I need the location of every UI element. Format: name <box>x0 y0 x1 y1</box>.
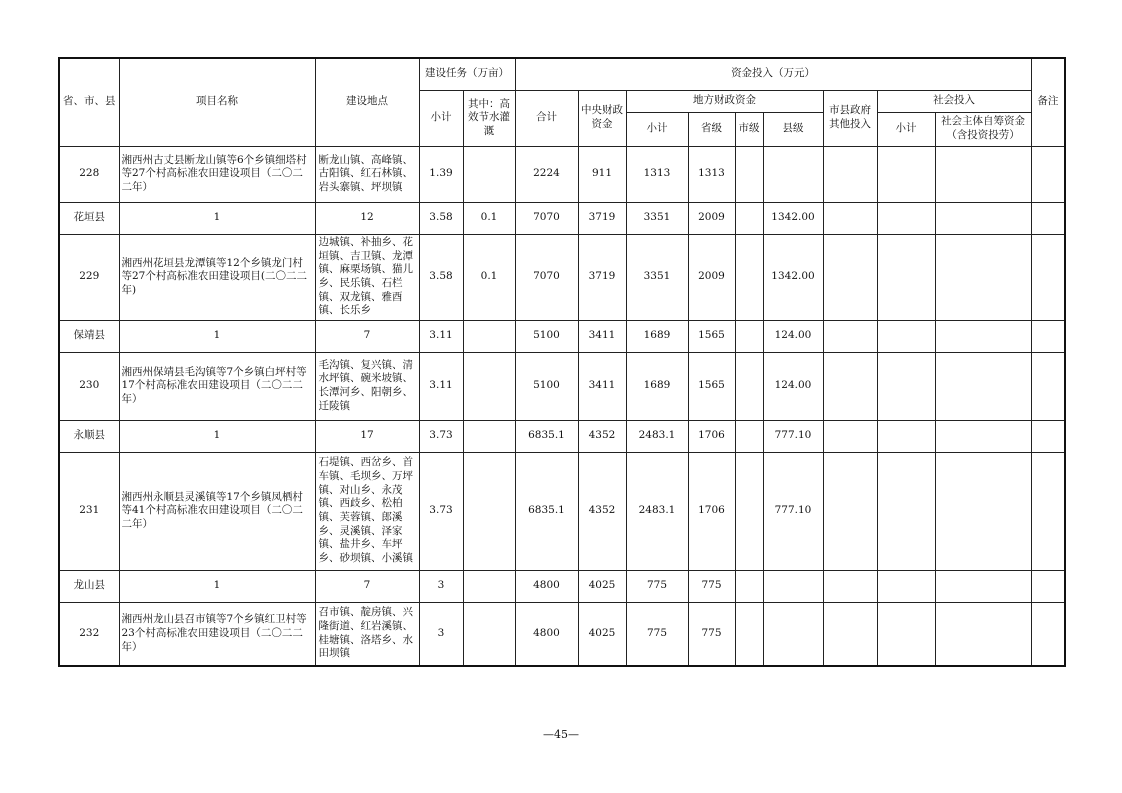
cell-project-name: 湘西州保靖县毛沟镇等7个乡镇白坪村等17个村高标准农田建设项目（二〇二二年） <box>119 352 315 420</box>
cell-location: 毛沟镇、复兴镇、清水坪镇、碗米坡镇、长潭河乡、阳朝乡、迁陵镇 <box>315 352 419 420</box>
cell-social-subtotal <box>877 570 935 602</box>
cell-county-level: 777.10 <box>763 420 823 452</box>
cell-total: 4800 <box>515 570 578 602</box>
cell-provincial: 1706 <box>688 420 735 452</box>
cell-social-subtotal <box>877 452 935 570</box>
cell-city-level <box>735 452 763 570</box>
cell-total: 6835.1 <box>515 420 578 452</box>
cell-city-level <box>735 352 763 420</box>
cell-county-level: 1342.00 <box>763 202 823 234</box>
cell-central-funds: 911 <box>578 146 626 202</box>
cell-task: 3.73 <box>419 452 463 570</box>
table-row <box>59 202 1065 234</box>
header-city-level: 市级 <box>735 112 763 146</box>
cell-social-self <box>935 352 1031 420</box>
cell-county-level <box>763 570 823 602</box>
table-header <box>59 58 1065 146</box>
cell-efficient-irrigation <box>463 352 515 420</box>
cell-gov-other <box>823 570 877 602</box>
cell-remarks <box>1031 602 1065 666</box>
header-location: 建设地点 <box>315 58 419 146</box>
cell-efficient-irrigation: 0.1 <box>463 202 515 234</box>
cell-local-subtotal: 2483.1 <box>626 420 688 452</box>
cell-city-level <box>735 234 763 320</box>
cell-region-or-no: 保靖县 <box>59 320 119 352</box>
cell-social-self <box>935 570 1031 602</box>
cell-region-or-no: 232 <box>59 602 119 666</box>
cell-social-subtotal <box>877 146 935 202</box>
cell-efficient-irrigation: 0.1 <box>463 234 515 320</box>
cell-social-subtotal <box>877 320 935 352</box>
cell-task: 3 <box>419 602 463 666</box>
cell-social-subtotal <box>877 234 935 320</box>
cell-efficient-irrigation <box>463 452 515 570</box>
cell-county-level: 124.00 <box>763 320 823 352</box>
cell-task: 3 <box>419 570 463 602</box>
cell-county-level: 1342.00 <box>763 234 823 320</box>
cell-location: 7 <box>315 320 419 352</box>
cell-gov-other <box>823 202 877 234</box>
cell-social-self <box>935 202 1031 234</box>
header-remarks: 备注 <box>1031 58 1065 146</box>
cell-remarks <box>1031 352 1065 420</box>
cell-gov-other <box>823 234 877 320</box>
cell-total: 6835.1 <box>515 452 578 570</box>
cell-project-name: 湘西州古丈县断龙山镇等6个乡镇细塔村等27个村高标准农田建设项目（二〇二二年） <box>119 146 315 202</box>
cell-local-subtotal: 1689 <box>626 320 688 352</box>
cell-social-self <box>935 234 1031 320</box>
header-local: 地方财政资金 <box>626 90 823 112</box>
cell-county-level: 777.10 <box>763 452 823 570</box>
table-row <box>59 602 1065 666</box>
table-row <box>59 570 1065 602</box>
budget-table-sheet <box>58 57 1064 667</box>
cell-efficient-irrigation <box>463 570 515 602</box>
cell-social-subtotal <box>877 352 935 420</box>
cell-central-funds: 3411 <box>578 320 626 352</box>
header-region: 省、市、县 <box>59 58 119 146</box>
cell-location: 召市镇、靛房镇、兴隆街道、红岩溪镇、桂塘镇、洛塔乡、水田坝镇 <box>315 602 419 666</box>
header-social-self: 社会主体自筹资金（含投资投劳） <box>935 112 1031 146</box>
cell-city-level <box>735 602 763 666</box>
header-social-subtotal: 小计 <box>877 112 935 146</box>
cell-local-subtotal: 775 <box>626 602 688 666</box>
header-task-efficient: 其中：高效节水灌溉 <box>463 90 515 146</box>
cell-total: 5100 <box>515 352 578 420</box>
cell-region-or-no: 永顺县 <box>59 420 119 452</box>
cell-location: 石堤镇、西岔乡、首车镇、毛坝乡、万坪镇、对山乡、永茂镇、西歧乡、松柏镇、芙蓉镇、郎溪乡、灵溪镇、泽家镇、盐井乡、车坪乡、砂坝镇、小溪镇 <box>315 452 419 570</box>
cell-task: 3.11 <box>419 352 463 420</box>
cell-task: 3.11 <box>419 320 463 352</box>
cell-location: 断龙山镇、高峰镇、古阳镇、红石林镇、岩头寨镇、坪坝镇 <box>315 146 419 202</box>
cell-project-name: 1 <box>119 420 315 452</box>
header-task-subtotal: 小计 <box>419 90 463 146</box>
page-number: —45— <box>543 728 579 741</box>
cell-local-subtotal: 3351 <box>626 202 688 234</box>
cell-region-or-no: 231 <box>59 452 119 570</box>
table-body <box>59 146 1065 666</box>
cell-central-funds: 3719 <box>578 234 626 320</box>
table-row <box>59 452 1065 570</box>
cell-task: 1.39 <box>419 146 463 202</box>
cell-remarks <box>1031 202 1065 234</box>
cell-provincial: 775 <box>688 570 735 602</box>
header-funds: 资金投入（万元） <box>515 58 1031 90</box>
cell-provincial: 1313 <box>688 146 735 202</box>
header-gov-other: 市县政府其他投入 <box>823 90 877 146</box>
cell-total: 5100 <box>515 320 578 352</box>
header-task: 建设任务（万亩） <box>419 58 515 90</box>
cell-gov-other <box>823 146 877 202</box>
header-project-name: 项目名称 <box>119 58 315 146</box>
cell-location: 12 <box>315 202 419 234</box>
table-row <box>59 234 1065 320</box>
cell-gov-other <box>823 452 877 570</box>
cell-task: 3.73 <box>419 420 463 452</box>
table-row <box>59 420 1065 452</box>
cell-social-subtotal <box>877 602 935 666</box>
cell-provincial: 1565 <box>688 320 735 352</box>
cell-project-name: 湘西州永顺县灵溪镇等17个乡镇凤栖村等41个村高标准农田建设项目（二〇二二年） <box>119 452 315 570</box>
header-total: 合计 <box>515 90 578 146</box>
cell-city-level <box>735 420 763 452</box>
cell-provincial: 2009 <box>688 234 735 320</box>
cell-project-name: 1 <box>119 202 315 234</box>
cell-remarks <box>1031 420 1065 452</box>
cell-gov-other <box>823 320 877 352</box>
cell-efficient-irrigation <box>463 602 515 666</box>
cell-remarks <box>1031 320 1065 352</box>
cell-location: 边城镇、补抽乡、花垣镇、吉卫镇、龙潭镇、麻栗场镇、猫儿乡、民乐镇、石栏镇、双龙镇、雅酉镇、长乐乡 <box>315 234 419 320</box>
project-funding-table <box>58 57 1066 667</box>
cell-social-self <box>935 146 1031 202</box>
cell-county-level <box>763 602 823 666</box>
cell-total: 2224 <box>515 146 578 202</box>
cell-central-funds: 4352 <box>578 420 626 452</box>
cell-total: 7070 <box>515 234 578 320</box>
cell-project-name: 1 <box>119 570 315 602</box>
cell-project-name: 1 <box>119 320 315 352</box>
header-county-level: 县级 <box>763 112 823 146</box>
cell-total: 7070 <box>515 202 578 234</box>
cell-provincial: 775 <box>688 602 735 666</box>
cell-local-subtotal: 775 <box>626 570 688 602</box>
cell-location: 17 <box>315 420 419 452</box>
cell-region-or-no: 花垣县 <box>59 202 119 234</box>
cell-region-or-no: 229 <box>59 234 119 320</box>
cell-region-or-no: 龙山县 <box>59 570 119 602</box>
cell-task: 3.58 <box>419 234 463 320</box>
cell-city-level <box>735 320 763 352</box>
table-row <box>59 352 1065 420</box>
cell-efficient-irrigation <box>463 146 515 202</box>
header-provincial: 省级 <box>688 112 735 146</box>
cell-social-subtotal <box>877 202 935 234</box>
cell-provincial: 1706 <box>688 452 735 570</box>
cell-central-funds: 4352 <box>578 452 626 570</box>
cell-gov-other <box>823 352 877 420</box>
cell-gov-other <box>823 420 877 452</box>
cell-task: 3.58 <box>419 202 463 234</box>
header-social: 社会投入 <box>877 90 1031 112</box>
cell-project-name: 湘西州龙山县召市镇等7个乡镇红卫村等23个村高标准农田建设项目（二〇二二年） <box>119 602 315 666</box>
cell-central-funds: 4025 <box>578 602 626 666</box>
cell-remarks <box>1031 452 1065 570</box>
cell-city-level <box>735 570 763 602</box>
cell-gov-other <box>823 602 877 666</box>
cell-remarks <box>1031 570 1065 602</box>
table-row <box>59 146 1065 202</box>
cell-county-level <box>763 146 823 202</box>
cell-county-level: 124.00 <box>763 352 823 420</box>
cell-social-self <box>935 420 1031 452</box>
cell-central-funds: 3719 <box>578 202 626 234</box>
cell-region-or-no: 230 <box>59 352 119 420</box>
cell-provincial: 1565 <box>688 352 735 420</box>
cell-efficient-irrigation <box>463 320 515 352</box>
cell-provincial: 2009 <box>688 202 735 234</box>
cell-central-funds: 4025 <box>578 570 626 602</box>
cell-social-self <box>935 452 1031 570</box>
header-central: 中央财政资金 <box>578 90 626 146</box>
cell-local-subtotal: 2483.1 <box>626 452 688 570</box>
cell-efficient-irrigation <box>463 420 515 452</box>
cell-local-subtotal: 1689 <box>626 352 688 420</box>
table-row <box>59 320 1065 352</box>
cell-city-level <box>735 202 763 234</box>
cell-remarks <box>1031 146 1065 202</box>
cell-central-funds: 3411 <box>578 352 626 420</box>
cell-location: 7 <box>315 570 419 602</box>
header-local-subtotal: 小计 <box>626 112 688 146</box>
cell-total: 4800 <box>515 602 578 666</box>
cell-remarks <box>1031 234 1065 320</box>
cell-region-or-no: 228 <box>59 146 119 202</box>
cell-project-name: 湘西州花垣县龙潭镇等12个乡镇龙门村等27个村高标准农田建设项目(二〇二二年) <box>119 234 315 320</box>
cell-social-subtotal <box>877 420 935 452</box>
cell-local-subtotal: 1313 <box>626 146 688 202</box>
cell-social-self <box>935 602 1031 666</box>
cell-city-level <box>735 146 763 202</box>
cell-local-subtotal: 3351 <box>626 234 688 320</box>
cell-social-self <box>935 320 1031 352</box>
